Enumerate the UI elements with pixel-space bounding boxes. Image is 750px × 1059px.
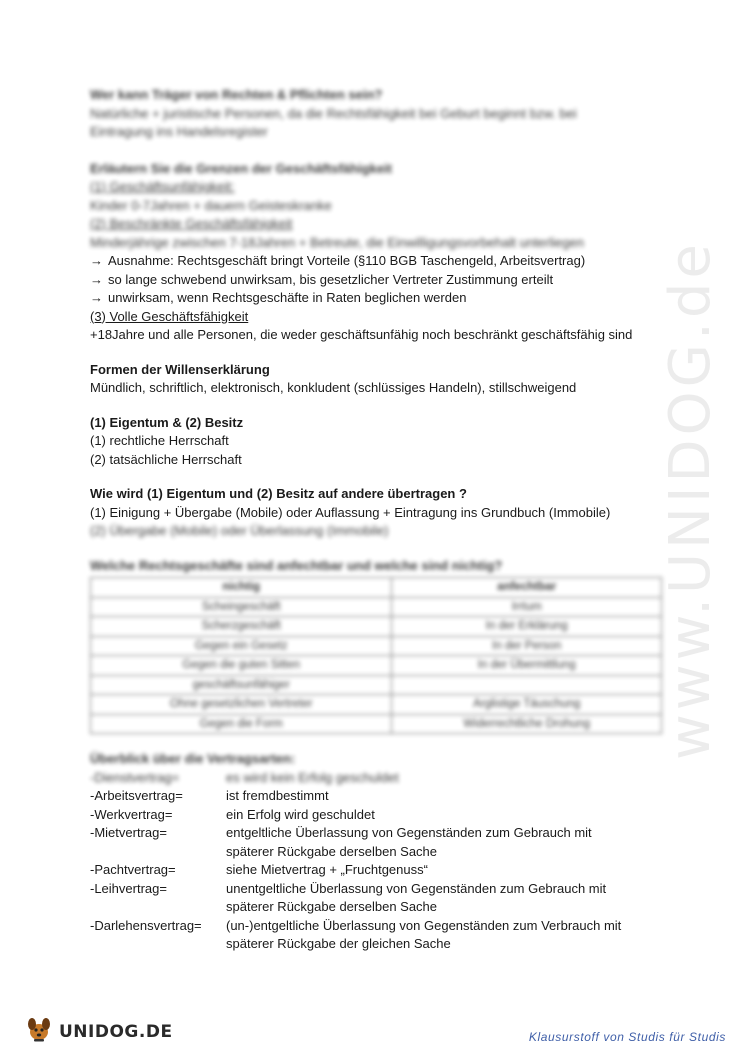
unidog-logo[interactable]: [25, 1015, 173, 1048]
contract-type-desc: ein Erfolg wird geschuldet: [226, 806, 375, 822]
table-cell: In der Übermittlung: [392, 656, 662, 676]
table-cell: Ohne gesetzlichen Vertreter: [91, 695, 392, 715]
dog-icon: [25, 1015, 53, 1048]
section-heading: (1) Eigentum & (2) Besitz: [90, 414, 244, 430]
section-traeger: [90, 86, 680, 142]
contract-type-desc: späterer Rückgabe derselben Sache: [226, 843, 438, 859]
table-cell: Gegen ein Gesetz: [91, 636, 392, 656]
paragraph: (2) tatsächliche Herrschaft: [90, 451, 242, 467]
table-cell: Irrtum: [392, 597, 662, 617]
paragraph: Kinder 0-7Jahren + dauern Geisteskranke: [90, 197, 332, 213]
section-heading: Wer kann Träger von Rechten & Pflichten sein?: [90, 87, 383, 102]
contract-type-desc: unentgeltliche Überlassung von Gegenständen zum Gebrauch mit: [226, 880, 607, 896]
contract-type-row: [90, 880, 680, 899]
contract-type-desc: späterer Rückgabe der gleichen Sache: [226, 936, 451, 951]
arrow-right-icon: →: [90, 253, 103, 268]
section-rechtsgeschaefte: [90, 557, 680, 735]
table-cell: In der Erklärung: [392, 617, 662, 637]
section-willenserklaerung: [90, 361, 680, 398]
arrow-item-text: so lange schwebend unwirksam, bis gesetzlicher Vertreter Zustimmung erteilt: [108, 271, 554, 287]
table-cell: Gegen die guten Sitten: [91, 656, 392, 676]
section-eigentum-besitz: [90, 414, 680, 470]
contract-type-desc: späterer Rückgabe derselben Sache: [226, 899, 438, 914]
table-cell: Gegen die Form: [91, 714, 392, 734]
contract-type-desc: (un-)entgeltliche Überlassung von Gegenständen zum Verbrauch mit: [226, 917, 622, 933]
contract-type-row: [90, 861, 680, 880]
paragraph: Mündlich, schriftlich, elektronisch, konkludent (schlüssiges Handeln), stillschweigend: [90, 380, 577, 395]
section-heading: Wie wird (1) Eigentum und (2) Besitz auf andere übertragen ?: [90, 486, 467, 501]
rechtsgeschaefte-table: [90, 577, 662, 734]
table-row: [91, 617, 662, 637]
table-row: [91, 714, 662, 734]
contract-type-label: -Leihvertrag=: [90, 880, 167, 896]
table-cell: Widerrechtliche Drohung: [392, 714, 662, 734]
table-cell: In der Person: [392, 636, 662, 656]
table-row: [91, 636, 662, 656]
contract-type-row: [90, 917, 680, 936]
column-header-nichtig: nichtig: [91, 578, 392, 598]
footer-slogan: Klausurstoff von Studis für Studis: [528, 1030, 726, 1044]
watermark-text: www.UNIDOG.de: [658, 240, 723, 760]
arrow-item-text: Ausnahme: Rechtsgeschäft bringt Vorteile (§110 BGB Taschengeld, Arbeitsvertrag): [108, 253, 586, 268]
contract-type-row: [90, 769, 680, 788]
table-cell: geschäftsunfähiger: [91, 675, 392, 695]
table-row: [91, 675, 662, 695]
contract-type-label: -Arbeitsvertrag=: [90, 788, 183, 803]
table-cell: Scherzgeschäft: [91, 617, 392, 637]
arrow-item-text: unwirksam, wenn Rechtsgeschäfte in Raten beglichen werden: [108, 290, 467, 305]
contract-type-row-cont: [90, 935, 680, 954]
table-row: [91, 656, 662, 676]
section-heading: Überblick über die Vertragsarten:: [90, 751, 296, 766]
section-uebertragung: [90, 485, 680, 541]
contract-type-label: -Werkvertrag=: [90, 806, 173, 822]
subheading: (3) Volle Geschäftsfähigkeit: [90, 308, 249, 324]
logo-text: UNIDOG.DE: [59, 1021, 173, 1042]
arrow-item: [90, 271, 680, 290]
paragraph: Minderjährige zwischen 7-18Jahren + Betreute, die Einwilligungsvorbehalt unterliegen: [90, 234, 584, 250]
contract-type-desc: siehe Mietvertrag + „Fruchtgenuss“: [226, 862, 428, 877]
table-row: [91, 695, 662, 715]
table-cell: Scheingeschäft: [91, 597, 392, 617]
contract-type-row-cont: [90, 843, 680, 862]
contract-type-label: -Dienstvertrag=: [90, 769, 180, 785]
arrow-right-icon: →: [90, 290, 103, 305]
paragraph: +18Jahre und alle Personen, die weder geschäftsunfähig noch beschränkt geschäftsfähig sind: [90, 327, 633, 342]
table-cell: Arglistige Täuschung: [392, 695, 662, 715]
paragraph: (1) Einigung + Übergabe (Mobile) oder Auflassung + Eintragung ins Grundbuch (Immobile): [90, 504, 611, 520]
section-geschaeftsfaehigkeit: [90, 160, 680, 345]
table-row: [91, 597, 662, 617]
section-heading: Formen der Willenserklärung: [90, 361, 270, 377]
paragraph: (2) Übergabe (Mobile) oder Überlassung (Immobile): [90, 523, 389, 538]
table-header-row: [91, 578, 662, 598]
contract-type-desc: ist fremdbestimmt: [226, 788, 329, 803]
column-header-anfechtbar: anfechtbar: [392, 578, 662, 598]
contract-type-label: -Pachtvertrag=: [90, 862, 176, 877]
table-cell: [392, 675, 662, 695]
arrow-item: [90, 289, 680, 308]
contract-type-row: [90, 824, 680, 843]
contract-type-label: -Darlehensvertrag=: [90, 917, 202, 933]
section-vertragsarten: [90, 750, 680, 954]
subheading: (1) Geschäftsunfähigkeit:: [90, 179, 235, 194]
contract-type-row: [90, 806, 680, 825]
contract-type-desc: es wird kein Erfolg geschuldet: [226, 769, 399, 785]
subheading: (2) Beschränkte Geschäftsfähigkeit: [90, 216, 293, 231]
contract-type-row-cont: [90, 898, 680, 917]
blurred-block: [90, 750, 680, 787]
blurred-block: [90, 160, 680, 253]
contract-type-row: [90, 787, 680, 806]
arrow-right-icon: →: [90, 271, 103, 287]
section-heading: Erläutern Sie die Grenzen der Geschäftsfähigkeit: [90, 160, 392, 176]
paragraph: (1) rechtliche Herrschaft: [90, 433, 229, 448]
arrow-item: [90, 252, 680, 271]
paragraph: Eintragung ins Handelsregister: [90, 124, 268, 139]
section-heading: Welche Rechtsgeschäfte sind anfechtbar und welche sind nichtig?: [90, 557, 503, 573]
document-content: [90, 86, 680, 954]
contract-type-desc: entgeltliche Überlassung von Gegenständen zum Gebrauch mit: [226, 825, 592, 840]
paragraph: Natürliche + juristische Personen, da die Rechtsfähigkeit bei Geburt beginnt bzw. bei: [90, 105, 577, 121]
contract-type-label: -Mietvertrag=: [90, 825, 167, 840]
